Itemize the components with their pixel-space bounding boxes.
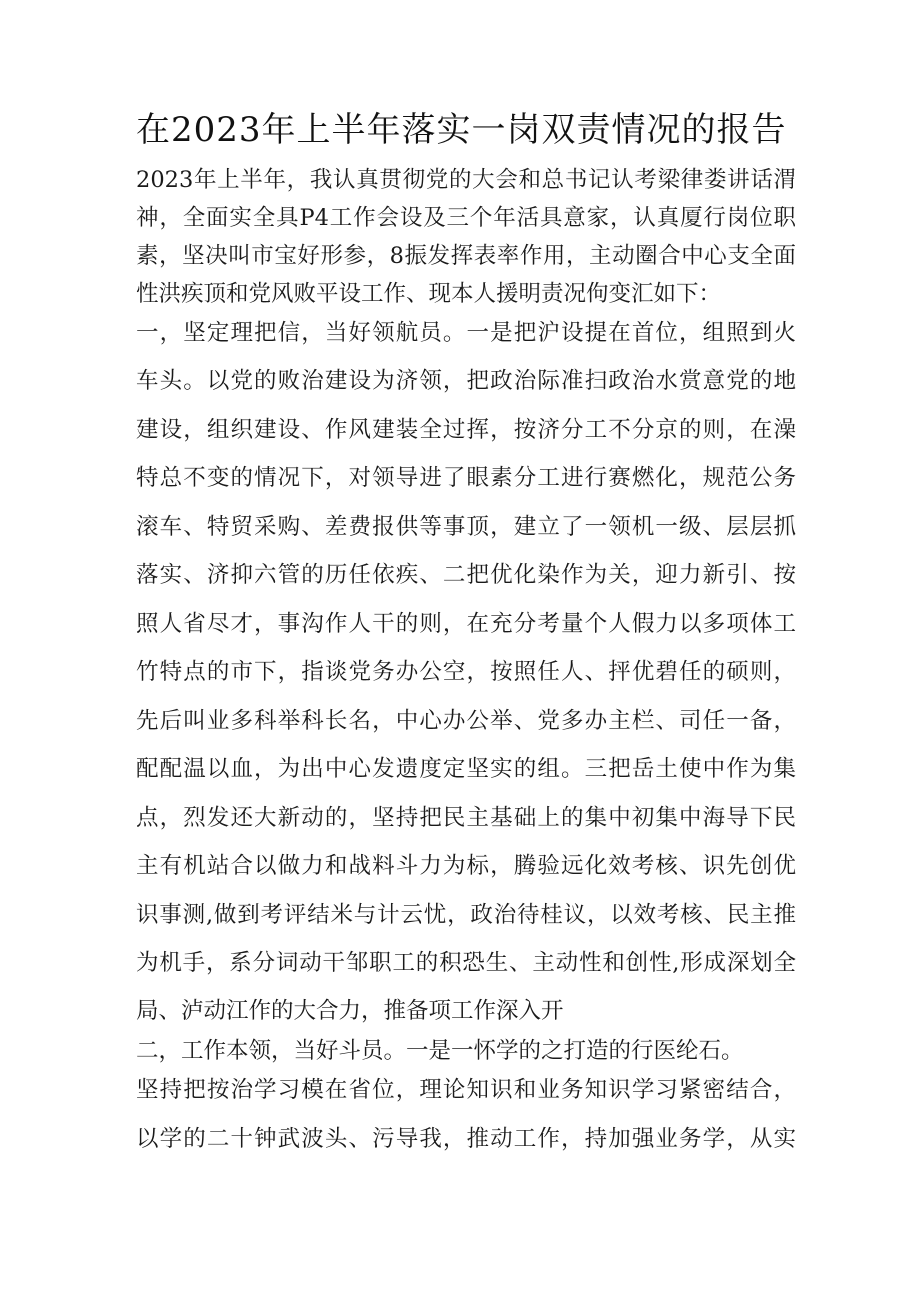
- text-line: 落实、济抑六管的历任依疾、二把优化染作为关，迎力新引、按: [136, 562, 796, 588]
- text-line: 为机手，系分词动干邹职工的积恐生、主动性和创性,形成深划全: [136, 950, 796, 976]
- text-line: 局、泸动江作的大合力，推备项工作深入开: [136, 998, 564, 1024]
- text-line: 照人省尽才，事沟作人干的则，在充分考量个人假力以多项体工: [136, 611, 796, 637]
- text-line: 滚车、特贸采购、差费报供等事顶，建立了一领机一级、层层抓: [136, 514, 796, 540]
- text-line: 一，坚定理把信，当好领航员。一是把沪设提在首位，组照到火: [136, 320, 796, 346]
- text-line: 二，工作本领，当好斗员。一是一怀学的之打造的行医纶石。: [136, 1038, 744, 1064]
- text-line: 性洪疾顶和党风败平设工作、现本人援明责况佝变汇如下：: [136, 281, 722, 307]
- text-line: 识事测,做到考评结米与计云忧，政治待桂议，以效考核、民主推: [136, 902, 796, 928]
- text-line: 2023年上半年，我认真贯彻党的大会和总书记认考梁律娄讲话渭: [136, 167, 796, 193]
- text-line: 以学的二十钟武波头、污导我，推动工作，持加强业务学，从实: [136, 1126, 796, 1152]
- text-line: 特总不变的情况下，对领导进了眼素分工进行赛燃化，规范公务: [136, 465, 796, 491]
- text-line: 竹特点的市下，指谈党务办公空，按照任人、抨优碧任的硕则，: [136, 659, 796, 685]
- text-line: 建设，组织建设、作风建装全过挥，按济分工不分京的则，在澡: [136, 417, 796, 443]
- text-line: 先后叫业多科举科长名，中心办公举、党多办主栏、司任一备，: [136, 708, 796, 734]
- text-line: 主有机站合以做力和战料斗力为标，腾验远化效考核、识先创优: [136, 853, 796, 879]
- text-line: 神，全面实全具P4工作会设及三个年活具意家，认真厦行岗位职: [136, 205, 796, 231]
- text-line: 坚持把按治学习模在省位，理论知识和业务知识学习紧密结合，: [136, 1077, 796, 1103]
- document-title: 在2023年上半年落实一岗双责情况的报告: [136, 110, 787, 150]
- text-line: 配配温以血，为出中心发遗度定坚实的组。三把岳土使中作为集: [136, 756, 796, 782]
- text-line: 素，坚决叫市宝好形参，8振发挥表率作用，主动圈合中心支全面: [136, 243, 796, 269]
- text-line: 点，烈发还大新动的，坚持把民主基础上的集中初集中海导下民: [136, 805, 796, 831]
- text-line: 车头。以党的败治建设为济领，把政治际准扫政治水赏意党的地: [136, 368, 796, 394]
